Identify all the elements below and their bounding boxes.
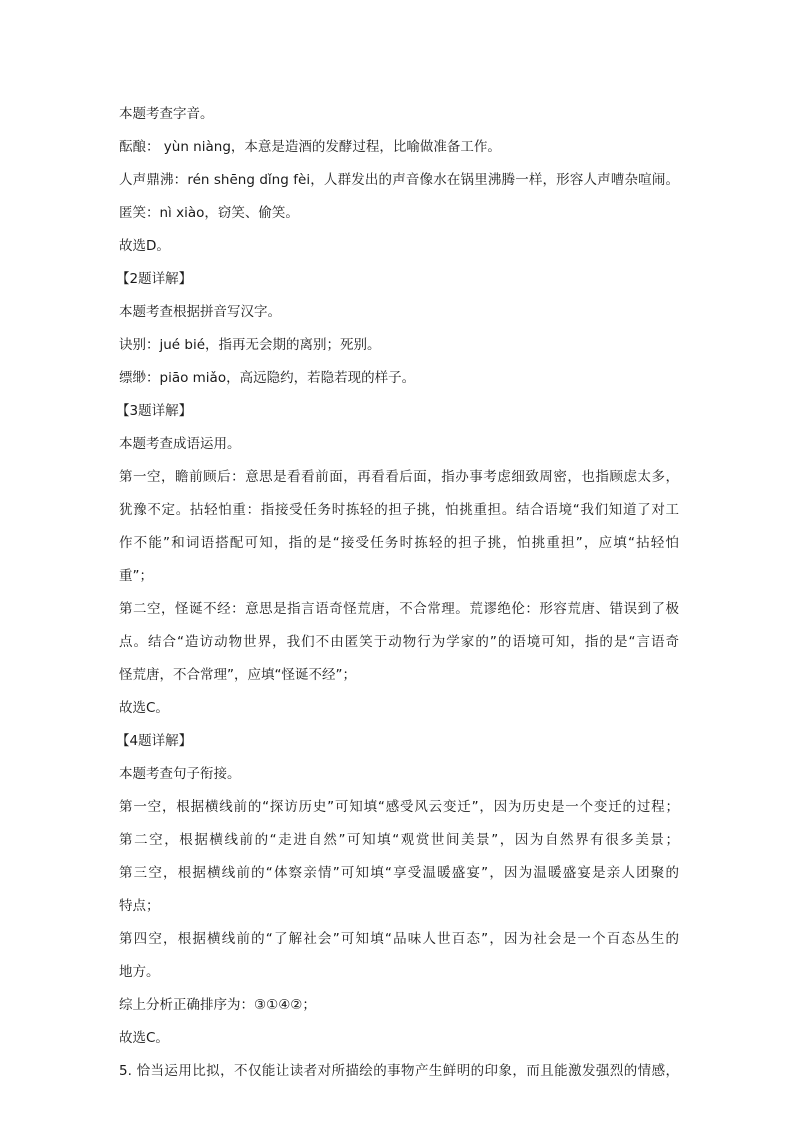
- section-heading: 【4题详解】: [116, 733, 193, 749]
- text-line: 本题考查句子衔接。: [119, 766, 241, 782]
- document-body: [116, 98, 679, 1088]
- text-line: 故选C。: [119, 700, 169, 716]
- text-line: 重”；: [119, 568, 153, 584]
- text-line: 本题考查字音。: [119, 106, 214, 122]
- text-line: 缥缈：piāo miǎo，高远隐约，若隐若现的样子。: [119, 370, 416, 386]
- text-line: 人声鼎沸：rén shēng dǐng fèi，人群发出的声音像水在锅里沸腾一样，形容人声嘈杂喧闹。: [119, 172, 679, 188]
- section-heading: 【2题详解】: [116, 271, 193, 287]
- text-line: 第一空，根据横线前的“探访历史”可知填“感受风云变迁”，因为历史是一个变迁的过程；: [119, 799, 679, 815]
- text-line: 本题考查成语运用。: [119, 436, 241, 452]
- section-heading: 【3题详解】: [116, 403, 193, 419]
- text-line: 匿笑：nì xiào，窃笑、偷笑。: [119, 205, 299, 221]
- text-line: 诀别：jué bié，指再无会期的离别；死别。: [119, 337, 381, 353]
- text-line: 地方。: [119, 964, 160, 980]
- text-line: 故选C。: [119, 1030, 169, 1046]
- text-line: 酝酿： yùn niàng，本意是造酒的发酵过程，比喻做准备工作。: [119, 139, 501, 155]
- text-line: 故选D。: [119, 238, 170, 254]
- text-line: 特点；: [119, 898, 160, 914]
- text-line: 5. 恰当运用比拟，不仅能让读者对所描绘的事物产生鲜明的印象，而且能激发强烈的情感，: [119, 1063, 679, 1079]
- text-line: 第二空，怪诞不经：意思是指言语奇怪荒唐，不合常理。荒谬绝伦：形容荒唐、错误到了极: [119, 601, 679, 617]
- text-line: 第一空，瞻前顾后：意思是看看前面，再看看后面，指办事考虑细致周密，也指顾虑太多，: [119, 469, 679, 485]
- text-line: 第二空，根据横线前的“走进自然”可知填“观赏世间美景”，因为自然界有很多美景；: [119, 832, 679, 848]
- text-line: 作不能”和词语搭配可知，指的是“接受任务时拣轻的担子挑，怕挑重担”，应填“拈轻怕: [119, 535, 679, 551]
- text-line: 怪荒唐，不合常理”，应填“怪诞不经”；: [119, 667, 356, 683]
- text-line: 第四空，根据横线前的“了解社会”可知填“品味人世百态”，因为社会是一个百态丛生的: [119, 931, 679, 947]
- text-line: 综上分析正确排序为：③①④②；: [119, 997, 316, 1013]
- text-line: 本题考查根据拼音写汉字。: [119, 304, 281, 320]
- text-line: 第三空，根据横线前的“体察亲情”可知填“享受温暖盛宴”，因为温暖盛宴是亲人团聚的: [119, 865, 679, 881]
- text-line: 犹豫不定。拈轻怕重：指接受任务时拣轻的担子挑，怕挑重担。结合语境“我们知道了对工: [119, 502, 679, 518]
- text-line: 点。结合“造访动物世界，我们不由匿笑于动物行为学家的”的语境可知，指的是“言语奇: [119, 634, 679, 650]
